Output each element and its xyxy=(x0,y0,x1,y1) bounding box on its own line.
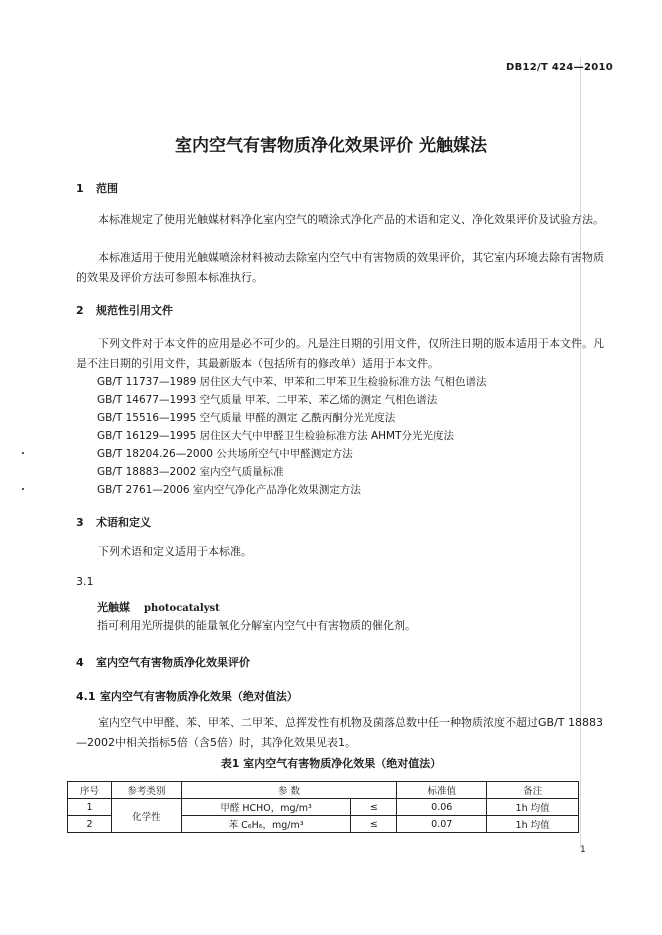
section-4-heading xyxy=(76,654,250,670)
reference-item xyxy=(97,446,353,461)
reference-code: GB/T 2761—2006 xyxy=(97,484,190,496)
section-number: 1 xyxy=(76,182,84,195)
reference-code: GB/T 16129—1995 xyxy=(97,430,197,442)
page-number: 1 xyxy=(580,845,586,855)
cell-category: 化学性 xyxy=(111,799,181,833)
reference-title: 居住区大气中甲醛卫生检验标准方法 AHMT分光光度法 xyxy=(199,430,454,442)
term-definition: 指可利用光所提供的能量氧化分解室内空气中有害物质的催化剂。 xyxy=(97,619,416,632)
section-number: 4 xyxy=(76,656,84,669)
reference-item xyxy=(97,392,437,407)
section-1-paragraph-1: 本标准规定了使用光触媒材料净化室内空气的喷涂式净化产品的术语和定义、净化效果评价及试验方法。 xyxy=(98,213,604,226)
reference-item xyxy=(97,482,361,497)
cell-standard: 0.06 xyxy=(397,799,487,816)
reference-title: 空气质量 甲苯、二甲苯、苯乙烯的测定 气相色谱法 xyxy=(199,394,438,406)
reference-title: 室内空气质量标准 xyxy=(199,466,284,478)
column-header: 序号 xyxy=(68,782,112,799)
section-1-heading xyxy=(76,180,118,196)
section-3-heading xyxy=(76,514,151,530)
section-3-intro: 下列术语和定义适用于本标准。 xyxy=(98,545,252,558)
cell-standard: 0.07 xyxy=(397,816,487,833)
scan-dot xyxy=(22,452,24,454)
scan-dot xyxy=(22,488,24,490)
reference-code: GB/T 15516—1995 xyxy=(97,412,197,424)
reference-code: GB/T 18883—2002 xyxy=(97,466,197,478)
cell-operator: ≤ xyxy=(351,799,397,816)
reference-title: 室内空气净化产品净化效果测定方法 xyxy=(192,484,361,496)
cell-note: 1h 均值 xyxy=(487,799,579,816)
reference-code: GB/T 18204.26—2000 xyxy=(97,448,213,460)
reference-title: 空气质量 甲醛的测定 乙酰丙酮分光光度法 xyxy=(199,412,396,424)
table-header-row xyxy=(68,782,579,799)
document-title: 室内空气有害物质净化效果评价 光触媒法 xyxy=(175,136,487,156)
section-number: 3 xyxy=(76,516,84,529)
subsection-4-1-heading xyxy=(76,688,298,704)
section-4-paragraph: 室内空气中甲醛、苯、甲苯、二甲苯、总挥发性有机物及菌落总数中任一种物质浓度不超过GB/T 18883—2002中相关指标5倍（含5倍）时，其净化效果见表1。 xyxy=(76,716,603,749)
column-header: 备注 xyxy=(487,782,579,799)
section-title: 室内空气有害物质净化效果评价 xyxy=(96,656,250,669)
standard-code: DB12/T 424—2010 xyxy=(506,62,613,73)
table-row xyxy=(68,799,579,816)
term-english: photocatalyst xyxy=(144,603,220,614)
cell-note: 1h 均值 xyxy=(487,816,579,833)
reference-item xyxy=(97,410,395,425)
section-title: 规范性引用文件 xyxy=(96,304,173,317)
cell-seq: 2 xyxy=(68,816,112,833)
section-number: 2 xyxy=(76,304,84,317)
reference-item xyxy=(97,374,486,389)
reference-code: GB/T 14677—1993 xyxy=(97,394,197,406)
term-chinese: 光触媒 xyxy=(97,601,130,614)
section-title: 术语和定义 xyxy=(96,516,151,529)
cell-seq: 1 xyxy=(68,799,112,816)
reference-code: GB/T 11737—1989 xyxy=(97,376,197,388)
cell-param: 甲醛 HCHO，mg/m³ xyxy=(181,799,351,816)
section-2-heading xyxy=(76,302,173,318)
column-header: 参考类别 xyxy=(111,782,181,799)
reference-title: 公共场所空气中甲醛测定方法 xyxy=(216,448,353,460)
section-2-intro: 下列文件对于本文件的应用是必不可少的。凡是注日期的引用文件，仅所注日期的版本适用于本文件。凡是不注日期的引用文件，其最新版本（包括所有的修改单）适用于本文件。 xyxy=(76,337,604,370)
subsection-number: 4.1 xyxy=(76,690,96,703)
column-header: 标准值 xyxy=(397,782,487,799)
data-table xyxy=(67,781,579,833)
section-title: 范围 xyxy=(96,182,118,195)
reference-item xyxy=(97,428,454,443)
reference-title: 居住区大气中苯、甲苯和二甲苯卫生检验标准方法 气相色谱法 xyxy=(199,376,487,388)
column-header: 参 数 xyxy=(181,782,397,799)
subsection-title: 室内空气有害物质净化效果（绝对值法） xyxy=(99,690,298,703)
section-1-paragraph-2: 本标准适用于使用光触媒喷涂材料被动去除室内空气中有害物质的效果评价，其它室内环境去除有害物质的效果及评价方法可参照本标准执行。 xyxy=(76,251,604,284)
subsection-number: 3.1 xyxy=(76,575,94,588)
table-title: 表1 室内空气有害物质净化效果（绝对值法） xyxy=(220,757,442,770)
reference-item xyxy=(97,464,284,479)
cell-param: 苯 C₆H₆，mg/m³ xyxy=(181,816,351,833)
cell-operator: ≤ xyxy=(351,816,397,833)
